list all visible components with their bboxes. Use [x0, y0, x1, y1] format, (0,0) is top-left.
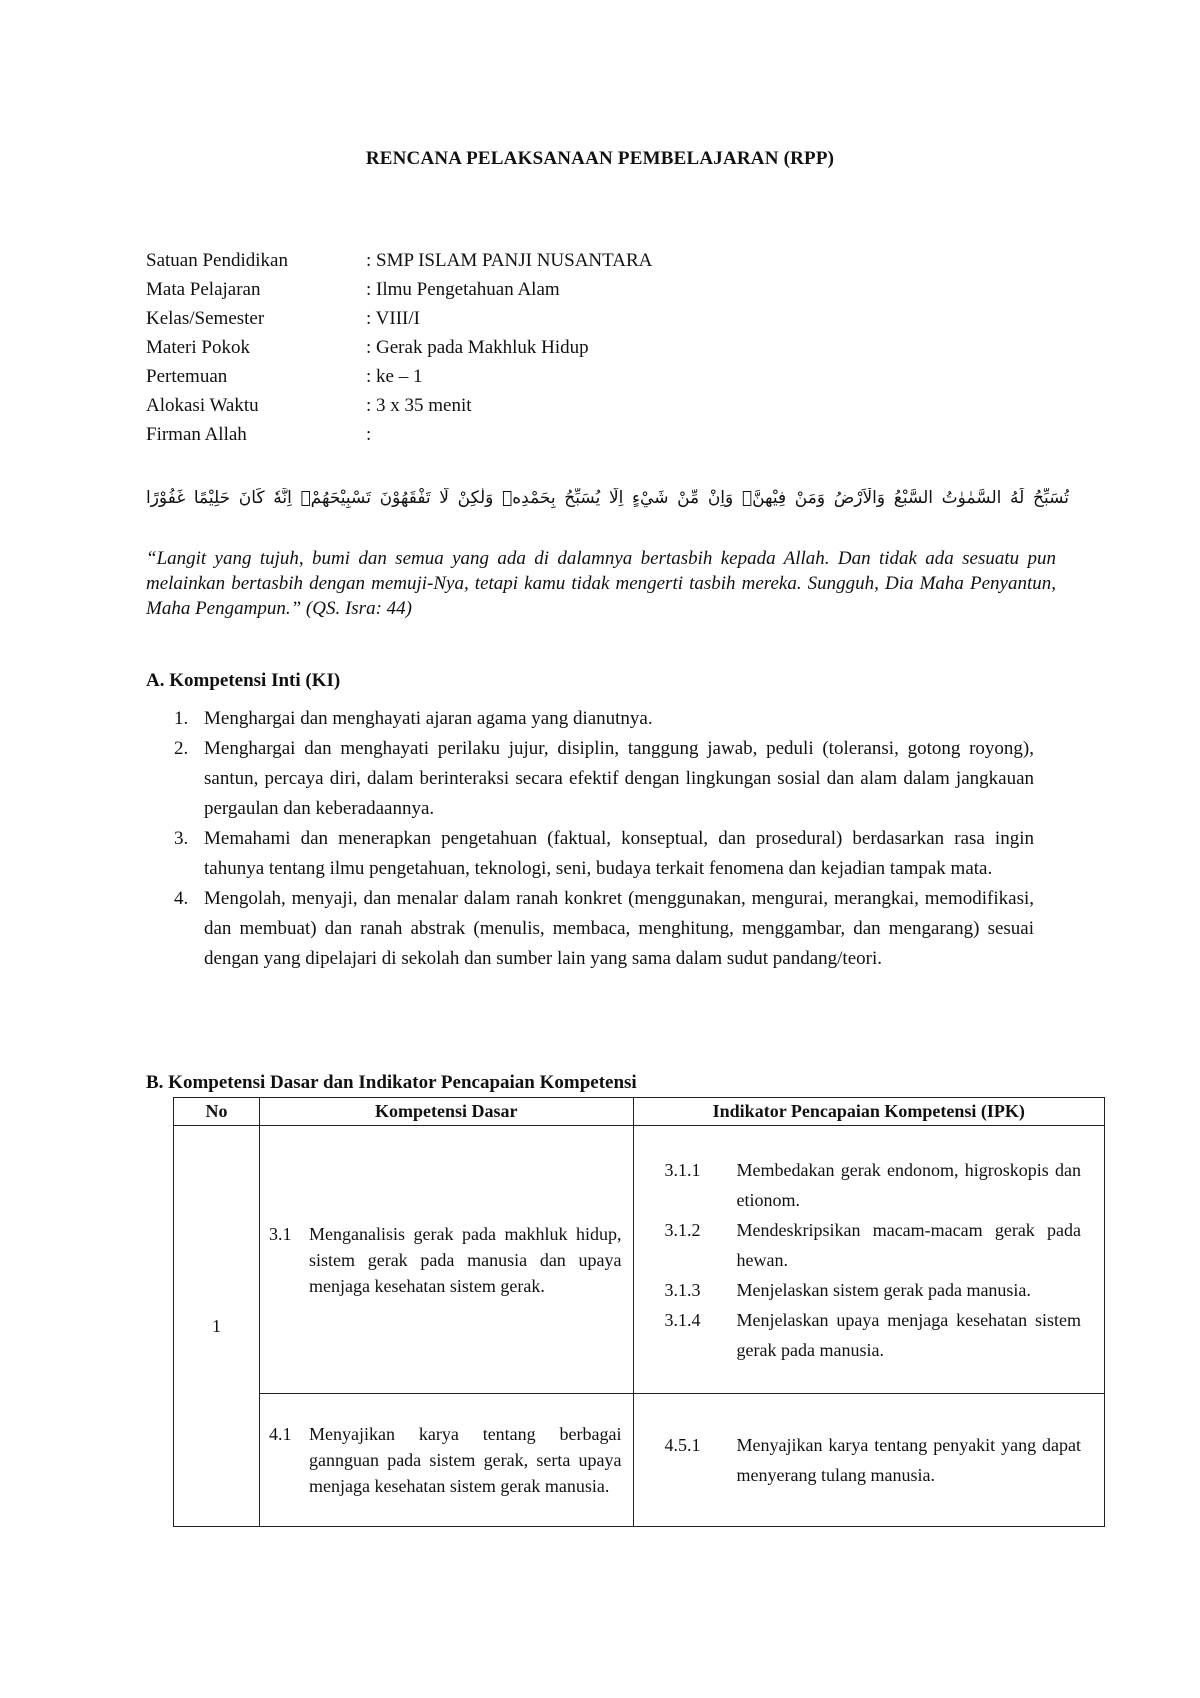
ipk-text: Menyajikan karya tentang penyakit yang dapat menyerang tulang manusia. [736, 1435, 1081, 1485]
kd-code: 3.1 [268, 1223, 292, 1244]
list-text: Memahami dan menerapkan pengetahuan (faktual, konseptual, dan prosedural) berdasarkan rasa ingin tahunya tentang ilmu pengetahuan, teknologi, seni, budaya terkait fenomena dan kejadian tampak mata. [204, 828, 1034, 879]
header-no: No [174, 1098, 260, 1126]
ipk-text: Membedakan gerak endonom, higroskopis dan etionom. [736, 1159, 1081, 1210]
list-item [146, 824, 1034, 884]
ipk-list [635, 1430, 1103, 1490]
table-row [174, 1394, 1105, 1527]
kd-entry [261, 1221, 632, 1299]
kd-text: Menganalisis gerak pada makhluk hidup, sistem gerak pada manusia dan upaya menjaga kesehatan sistem gerak. [308, 1223, 622, 1296]
ipk-cell [633, 1394, 1104, 1527]
document-title: RENCANA PELAKSANAAN PEMBELAJARAN (RPP) [365, 148, 835, 169]
verse-translation: “Langit yang tujuh, bumi dan semua yang ada di dalamnya bertasbih kepada Allah. Dan tidak ada sesuatu pun melainkan bertasbih dengan memuji-Nya, tetapi kamu tidak mengerti tasbih mereka. Sungguh, Dia Maha Penyantun, Maha Pengampun.” (QS. Isra: 44) [146, 548, 1056, 619]
identity-label: Mata Pelajaran [146, 279, 261, 300]
ipk-text: Mendeskripsikan macam-macam gerak pada hewan. [736, 1219, 1081, 1270]
ipk-text: Menjelaskan sistem gerak pada manusia. [736, 1279, 1031, 1300]
ipk-cell [633, 1126, 1104, 1394]
header-kd: Kompetensi Dasar [259, 1098, 633, 1126]
list-number: 2. [174, 738, 189, 759]
ipk-item [665, 1215, 1081, 1275]
ipk-item [665, 1305, 1081, 1365]
kd-cell [259, 1394, 633, 1527]
ipk-code: 3.1.3 [664, 1279, 701, 1300]
competency-table [173, 1097, 1105, 1527]
ipk-text: Menjelaskan upaya menjaga kesehatan sistem gerak pada manusia. [736, 1309, 1081, 1360]
identity-row [146, 362, 652, 391]
header-ipk: Indikator Pencapaian Kompetensi (IPK) [633, 1098, 1104, 1126]
identity-label: Satuan Pendidikan [146, 250, 288, 271]
identity-row [146, 420, 652, 449]
row-number: 1 [174, 1126, 260, 1527]
ipk-code: 3.1.4 [664, 1309, 701, 1330]
table-row [174, 1126, 1105, 1394]
identity-value: : Ilmu Pengetahuan Alam [366, 279, 560, 300]
list-number: 1. [174, 708, 189, 729]
section-a-title: A. Kompetensi Inti (KI) [146, 670, 341, 691]
identity-row [146, 391, 652, 420]
identity-label: Alokasi Waktu [146, 395, 259, 416]
kd-cell [259, 1126, 633, 1394]
list-item [146, 884, 1034, 974]
kd-entry [261, 1421, 632, 1499]
list-number: 3. [174, 828, 189, 849]
arabic-verse: تُسَبِّحُ لَهُ السَّمٰوٰتُ السَّبْعُ وَالْاَرْضُ وَمَنْ فِيْهِنَّۗ وَاِنْ مِّنْ شَيْءٍ اِلَّا يُسَبِّحُ بِحَمْدِهٖ وَلٰكِنْ لَّا تَفْقَهُوْنَ تَسْبِيْحَهُمْۗ اِنَّهٗ كَانَ حَلِيْمًا غَفُوْرًا [146, 488, 1069, 508]
list-text: Mengolah, menyaji, dan menalar dalam ranah konkret (menggunakan, mengurai, merangkai, memodifikasi, dan membuat) dan ranah abstrak (menulis, membaca, menghitung, menggambar, dan mengarang) sesuai dengan yang dipelajari di sekolah dan sumber lain yang sama dalam sudut pandang/teori. [204, 888, 1034, 969]
ipk-list [635, 1155, 1103, 1365]
ipk-item [665, 1275, 1081, 1305]
identity-label: Pertemuan [146, 366, 228, 387]
identity-value: : VIII/I [366, 308, 420, 329]
table-header-row [174, 1098, 1105, 1126]
identity-value: : Gerak pada Makhluk Hidup [366, 337, 589, 358]
identity-block [146, 246, 652, 449]
ipk-item [665, 1430, 1081, 1490]
kd-text: Menyajikan karya tentang berbagai gannguan pada sistem gerak, serta upaya menjaga kesehatan sistem gerak manusia. [308, 1424, 622, 1496]
identity-value: : ke – 1 [366, 366, 423, 387]
ipk-code: 3.1.2 [664, 1219, 701, 1240]
ipk-item [665, 1155, 1081, 1215]
list-text: Menghargai dan menghayati perilaku jujur, disiplin, tanggung jawab, peduli (toleransi, gotong royong), santun, percaya diri, dalam berinteraksi secara efektif dengan lingkungan sosial dan alam dalam jangkauan pergaulan dan keberadaannya. [204, 738, 1034, 819]
identity-value: : 3 x 35 menit [366, 395, 472, 416]
identity-value: : [366, 424, 372, 445]
identity-label: Materi Pokok [146, 337, 250, 358]
section-b-title: B. Kompetensi Dasar dan Indikator Pencapaian Kompetensi [146, 1072, 637, 1093]
identity-value: : SMP ISLAM PANJI NUSANTARA [366, 250, 653, 271]
identity-row [146, 246, 652, 275]
ipk-code: 4.5.1 [664, 1435, 701, 1455]
identity-row [146, 275, 652, 304]
identity-row [146, 333, 652, 362]
list-number: 4. [174, 888, 189, 909]
list-item [146, 734, 1034, 824]
kd-code: 4.1 [268, 1424, 292, 1444]
list-item [146, 704, 1034, 734]
ipk-code: 3.1.1 [664, 1159, 701, 1180]
identity-label: Kelas/Semester [146, 308, 265, 329]
identity-label: Firman Allah [146, 424, 247, 445]
identity-row [146, 304, 652, 333]
ki-list [146, 704, 1034, 974]
list-text: Menghargai dan menghayati ajaran agama yang dianutnya. [204, 708, 653, 729]
